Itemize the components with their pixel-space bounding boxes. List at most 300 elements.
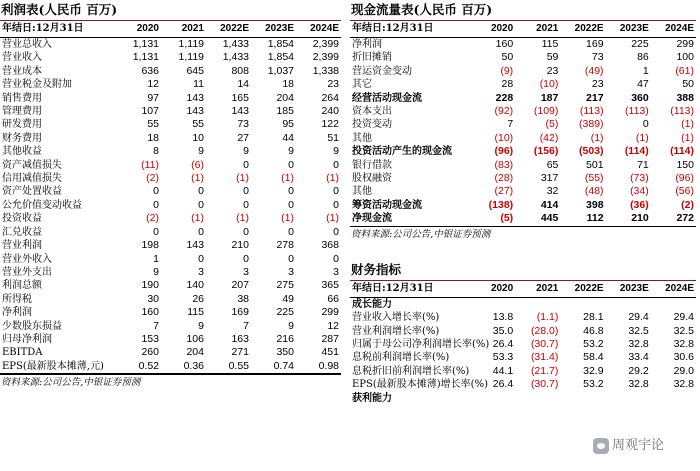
value-cell: 7 [243, 319, 249, 332]
value-cell: 0 [642, 118, 649, 131]
value-cell: (113) [670, 105, 694, 118]
table-row [350, 92, 696, 105]
value-cell: (34) [630, 185, 649, 198]
value-cell: 7 [153, 319, 159, 332]
value-cell: 398 [586, 198, 604, 211]
value-cell: (114) [670, 145, 694, 158]
value-cell: (11) [141, 158, 159, 171]
value-cell: 30 [147, 292, 159, 305]
table-row [0, 226, 341, 239]
value-cell: 198 [141, 239, 159, 252]
value-cell [560, 392, 605, 405]
value-cell: 73 [237, 118, 249, 131]
row-label: 营业收入 [2, 52, 42, 64]
value-cell: 18 [147, 131, 159, 144]
table-row [350, 392, 696, 405]
value-cell: (96) [675, 172, 694, 185]
table-row [350, 51, 696, 64]
value-cell: (10) [494, 131, 514, 144]
row-label: 资产减值损失 [2, 159, 62, 171]
row-label: 营运资金变动 [352, 65, 412, 77]
row-label: 净利润 [2, 307, 32, 319]
value-cell: 451 [321, 346, 339, 359]
row-label: 投资收益 [2, 213, 42, 225]
table-row [0, 266, 341, 279]
value-cell: (156) [533, 145, 559, 158]
cashflow-panel [350, 0, 696, 405]
row-label: 研发费用 [2, 119, 42, 131]
value-cell: 11 [193, 78, 204, 91]
value-cell: 32.8 [628, 337, 649, 350]
row-label: 其它 [352, 79, 372, 91]
year-header: 2021 [515, 281, 560, 298]
value-cell: 115 [541, 38, 559, 50]
row-label: 汇兑收益 [2, 226, 42, 238]
value-cell: (1) [681, 118, 694, 131]
table-row [0, 185, 341, 198]
row-label: EPS(最新股本摊薄)增长率(%) [352, 379, 488, 391]
value-cell: 204 [276, 91, 294, 104]
table-row [0, 253, 341, 266]
value-cell: 185 [276, 105, 294, 118]
value-cell: 1,119 [178, 51, 204, 64]
row-label: EBITDA [2, 347, 43, 359]
value-cell: 44 [282, 131, 294, 144]
value-cell: 0 [243, 225, 249, 238]
table-row [0, 199, 341, 212]
value-cell: (27) [494, 185, 514, 198]
income-header-row [0, 21, 341, 38]
value-cell: 1,854 [267, 51, 294, 64]
table-row [0, 333, 341, 346]
value-cell: 160 [495, 38, 514, 50]
value-cell: (96) [494, 145, 514, 158]
cashflow-title: 现金流量表(人民币 百万) [350, 0, 696, 21]
table-row [0, 293, 341, 306]
value-cell: (5) [500, 212, 514, 225]
year-header: 2022E [206, 21, 251, 38]
year-header: 2022E [560, 281, 605, 298]
value-cell: 28.1 [583, 311, 604, 324]
value-cell: 225 [631, 38, 649, 50]
value-cell: 32.5 [673, 324, 694, 337]
value-cell: (31.4) [530, 351, 559, 364]
table-row [350, 311, 696, 324]
value-cell: 0 [288, 185, 294, 198]
table-row [350, 212, 696, 225]
income-statement-panel [0, 0, 341, 390]
value-cell: (138) [488, 198, 514, 211]
value-cell: 140 [186, 279, 204, 292]
value-cell: (1) [281, 172, 294, 185]
value-cell [515, 297, 560, 311]
value-cell: 275 [276, 279, 294, 292]
table-row [0, 38, 341, 52]
value-cell: 3 [198, 265, 204, 278]
value-cell: 287 [321, 332, 339, 345]
value-cell: 210 [631, 212, 649, 225]
value-cell: (10) [539, 78, 559, 91]
value-cell: (1) [236, 212, 249, 225]
value-cell: 3 [333, 265, 339, 278]
value-cell: 95 [282, 118, 294, 131]
table-row [350, 325, 696, 338]
value-cell [606, 392, 651, 405]
value-cell: 53.2 [583, 337, 604, 350]
value-cell: 0.98 [296, 360, 341, 374]
value-cell: 112 [586, 212, 604, 225]
value-cell: (83) [494, 158, 514, 171]
value-cell: 169 [586, 38, 604, 50]
value-cell: 228 [495, 91, 514, 104]
value-cell: 368 [321, 239, 339, 252]
ratios-title: 财务指标 [350, 260, 696, 281]
table-row [350, 199, 696, 212]
table-row [0, 51, 341, 64]
value-cell: 0 [288, 225, 294, 238]
value-cell: 0 [243, 198, 249, 211]
year-header: 2021 [515, 21, 560, 38]
value-cell: (1) [326, 212, 339, 225]
table-row [350, 338, 696, 351]
table-row [0, 105, 341, 118]
value-cell: (113) [625, 105, 649, 118]
value-cell: 1,854 [267, 38, 294, 50]
table-row [0, 320, 341, 333]
table-row [350, 365, 696, 378]
value-cell: (6) [191, 158, 204, 171]
value-cell: 49 [282, 292, 294, 305]
row-label: 营业收入增长率(%) [352, 312, 440, 324]
value-cell: 217 [586, 91, 604, 104]
value-cell: 86 [637, 51, 649, 64]
row-label: 投资变动 [352, 119, 392, 131]
value-cell: (73) [630, 172, 649, 185]
value-cell: 7 [507, 118, 514, 131]
value-cell: 225 [276, 306, 294, 319]
header-label: 年结日:12月31日 [350, 21, 470, 38]
year-header: 2024E [651, 21, 696, 38]
value-cell: (5) [545, 118, 559, 131]
value-cell: 50 [682, 78, 694, 91]
value-cell: (1) [236, 172, 249, 185]
row-label: 营业利润增长率(%) [352, 325, 440, 337]
row-label: 资本支出 [352, 106, 392, 118]
table-row [0, 360, 341, 374]
value-cell: 150 [676, 158, 694, 171]
table-row [0, 212, 341, 225]
value-cell: 59 [546, 51, 559, 64]
table-row [0, 306, 341, 319]
value-cell: 32.5 [628, 324, 649, 337]
value-cell: 66 [327, 292, 339, 305]
value-cell: 272 [676, 212, 694, 225]
value-cell: (1) [191, 172, 204, 185]
value-cell: 636 [141, 64, 159, 77]
value-cell: 0 [243, 158, 249, 171]
value-cell: 35.0 [492, 324, 514, 337]
year-header: 2024E [296, 21, 341, 38]
value-cell: 55 [192, 118, 204, 131]
row-label: 净现金流 [352, 213, 392, 225]
value-cell: 299 [676, 38, 694, 50]
ratios-table [350, 281, 696, 405]
row-label: 营业成本 [2, 65, 42, 77]
value-cell: 260 [141, 346, 159, 359]
value-cell: 143 [186, 105, 204, 118]
value-cell: 29.0 [673, 364, 694, 377]
value-cell: 1,433 [222, 38, 249, 50]
value-cell: 50 [501, 51, 514, 64]
value-cell: 2,399 [312, 38, 339, 50]
table-row [0, 78, 341, 91]
value-cell: 9 [333, 145, 339, 158]
row-label: 银行借款 [352, 159, 392, 171]
row-label: 营业外收入 [2, 253, 52, 265]
table-row [350, 78, 696, 91]
value-cell: 0.55 [206, 360, 251, 374]
value-cell: 13.8 [492, 311, 514, 324]
value-cell: 0.74 [251, 360, 296, 374]
value-cell: 1,037 [267, 64, 294, 77]
value-cell [515, 392, 560, 405]
value-cell: 32.8 [673, 337, 694, 350]
value-cell: (48) [584, 185, 604, 198]
value-cell: 1 [642, 64, 649, 77]
value-cell: (30.7) [530, 378, 559, 391]
value-cell: 115 [187, 306, 204, 319]
table-row [0, 239, 341, 252]
row-label: 折旧摊销 [352, 52, 392, 64]
row-label: 公允价值变动收益 [2, 199, 82, 211]
value-cell: 0 [198, 252, 204, 265]
value-cell: 187 [540, 91, 559, 104]
table-row [350, 297, 696, 311]
value-cell: (1) [326, 172, 339, 185]
value-cell: (9) [500, 64, 514, 77]
value-cell: 71 [637, 158, 649, 171]
row-label: 财务费用 [2, 132, 42, 144]
table-row [350, 145, 696, 158]
value-cell: 97 [147, 91, 159, 104]
value-cell: 0 [333, 225, 339, 238]
value-cell: 0 [198, 198, 204, 211]
row-label: 投资活动产生的现金流 [352, 146, 452, 158]
cashflow-header-row [350, 21, 696, 38]
value-cell: 53.3 [492, 351, 514, 364]
value-cell [470, 297, 515, 311]
row-label: 利润总额 [2, 280, 42, 292]
value-cell: 153 [141, 332, 159, 345]
table-row [350, 38, 696, 52]
value-cell: 0 [243, 185, 249, 198]
value-cell: 1 [153, 252, 159, 265]
row-label: 信用减值损失 [2, 173, 62, 185]
row-label: 所得税 [2, 293, 32, 305]
row-label: 其他收益 [2, 146, 42, 158]
header-label: 年结日:12月31日 [350, 281, 470, 298]
value-cell: 9 [198, 319, 204, 332]
value-cell: 10 [192, 131, 204, 144]
value-cell: (114) [624, 145, 649, 158]
table-row [0, 279, 341, 292]
value-cell: 47 [637, 78, 649, 91]
value-cell: 32.8 [673, 378, 694, 391]
value-cell: 32.9 [583, 364, 604, 377]
year-header: 2023E [251, 21, 296, 38]
value-cell: 12 [327, 319, 339, 332]
value-cell: 163 [231, 332, 249, 345]
value-cell: 28 [501, 78, 514, 91]
value-cell: 501 [586, 158, 604, 171]
table-row [350, 132, 696, 145]
value-cell: (21.7) [530, 364, 559, 377]
value-cell: 169 [231, 306, 249, 319]
row-label: 营业总收入 [2, 39, 52, 50]
row-label: 归母净利润 [2, 333, 52, 345]
value-cell [470, 392, 515, 405]
value-cell: 65 [546, 158, 559, 171]
value-cell: 9 [153, 265, 159, 278]
value-cell: 33.4 [628, 351, 649, 364]
table-row [350, 105, 696, 118]
value-cell: 0 [153, 185, 159, 198]
value-cell: (49) [584, 64, 604, 77]
value-cell: 46.8 [583, 324, 604, 337]
value-cell: 1,131 [132, 38, 159, 50]
value-cell: 9 [288, 145, 294, 158]
value-cell: 73 [591, 51, 604, 64]
value-cell: (2) [146, 172, 159, 185]
row-label: 成长能力 [352, 298, 392, 310]
value-cell: (1) [590, 131, 604, 144]
value-cell: 8 [153, 145, 159, 158]
value-cell: (92) [494, 105, 514, 118]
value-cell: 190 [141, 279, 159, 292]
value-cell: 0 [198, 185, 204, 198]
row-label: 营业外支出 [2, 266, 52, 278]
value-cell: 264 [321, 91, 339, 104]
row-label: 归属于母公司净利润增长率(%) [352, 338, 490, 350]
table-row [350, 172, 696, 185]
value-cell: 44.1 [492, 364, 514, 377]
value-cell: 1,433 [222, 51, 249, 64]
value-cell: 55 [147, 118, 159, 131]
value-cell: 32 [546, 185, 559, 198]
value-cell: 0 [153, 198, 159, 211]
value-cell: (389) [579, 118, 604, 131]
table-row [0, 346, 341, 359]
table-row [0, 172, 341, 185]
value-cell: 23 [546, 64, 559, 77]
value-cell: (1) [191, 212, 204, 225]
value-cell: 278 [276, 239, 294, 252]
value-cell: 0 [198, 225, 204, 238]
value-cell: (2) [146, 212, 159, 225]
row-label: 净利润 [352, 39, 382, 50]
year-header: 2022E [560, 21, 605, 38]
table-row [0, 145, 341, 158]
year-header: 2024E [651, 281, 696, 298]
value-cell: 808 [231, 64, 249, 77]
value-cell: (1) [281, 212, 294, 225]
value-cell: 26.4 [492, 378, 514, 391]
value-cell: 350 [276, 346, 294, 359]
value-cell [606, 297, 651, 311]
value-cell: 0 [243, 252, 249, 265]
table-row [350, 185, 696, 198]
row-label: 筹资活动现金流 [352, 199, 422, 211]
value-cell: 106 [186, 332, 204, 345]
value-cell: 143 [186, 91, 204, 104]
value-cell: 122 [321, 118, 339, 131]
value-cell: 12 [147, 78, 159, 91]
row-label: 息税折旧前利润增长率(%) [352, 365, 470, 377]
value-cell: 26 [192, 292, 204, 305]
year-header: 2020 [470, 281, 515, 298]
value-cell: 240 [321, 105, 339, 118]
row-label: 股权融资 [352, 173, 392, 185]
ratios-header-row [350, 281, 696, 298]
value-cell: 32.8 [628, 378, 649, 391]
row-label: 资产处置收益 [2, 186, 62, 198]
value-cell: (61) [675, 64, 694, 77]
value-cell: 1,338 [312, 64, 339, 77]
value-cell: 0.36 [161, 360, 206, 374]
row-label: 管理费用 [2, 106, 42, 118]
value-cell: 38 [237, 292, 249, 305]
value-cell: 29.2 [628, 364, 649, 377]
value-cell: 0 [288, 252, 294, 265]
value-cell: 9 [288, 319, 294, 332]
value-cell: 23 [327, 78, 339, 91]
value-cell: (113) [579, 105, 604, 118]
year-header: 2020 [470, 21, 515, 38]
row-label: 其他 [352, 186, 372, 198]
value-cell: 645 [186, 64, 204, 77]
value-cell: 0 [288, 198, 294, 211]
value-cell: 53.2 [583, 378, 604, 391]
value-cell: (503) [579, 145, 604, 158]
value-cell: 26.4 [492, 337, 514, 350]
value-cell: 2,399 [312, 51, 339, 64]
value-cell: 165 [231, 91, 249, 104]
wechat-icon [593, 438, 609, 454]
row-label: 经营活动现金流 [352, 92, 422, 104]
value-cell: 360 [631, 91, 649, 104]
value-cell: (55) [584, 172, 604, 185]
table-row [0, 132, 341, 145]
value-cell: 9 [243, 145, 249, 158]
watermark-text: 周观宇论 [612, 438, 665, 453]
value-cell: 14 [237, 78, 249, 91]
row-label: 营业利润 [2, 240, 42, 252]
value-cell: 100 [676, 51, 694, 64]
value-cell: (2) [681, 198, 694, 211]
value-cell: 29.4 [628, 311, 649, 324]
value-cell: 3 [243, 265, 249, 278]
value-cell: (1) [635, 131, 649, 144]
table-row [0, 92, 341, 105]
value-cell: 3 [288, 265, 294, 278]
value-cell: 0 [333, 198, 339, 211]
value-cell: 388 [676, 91, 694, 104]
value-cell: 207 [231, 279, 249, 292]
value-cell: 30.6 [673, 351, 694, 364]
header-label: 年结日:12月31日 [0, 21, 116, 38]
row-label: 获利能力 [352, 392, 392, 404]
table-row [350, 118, 696, 131]
